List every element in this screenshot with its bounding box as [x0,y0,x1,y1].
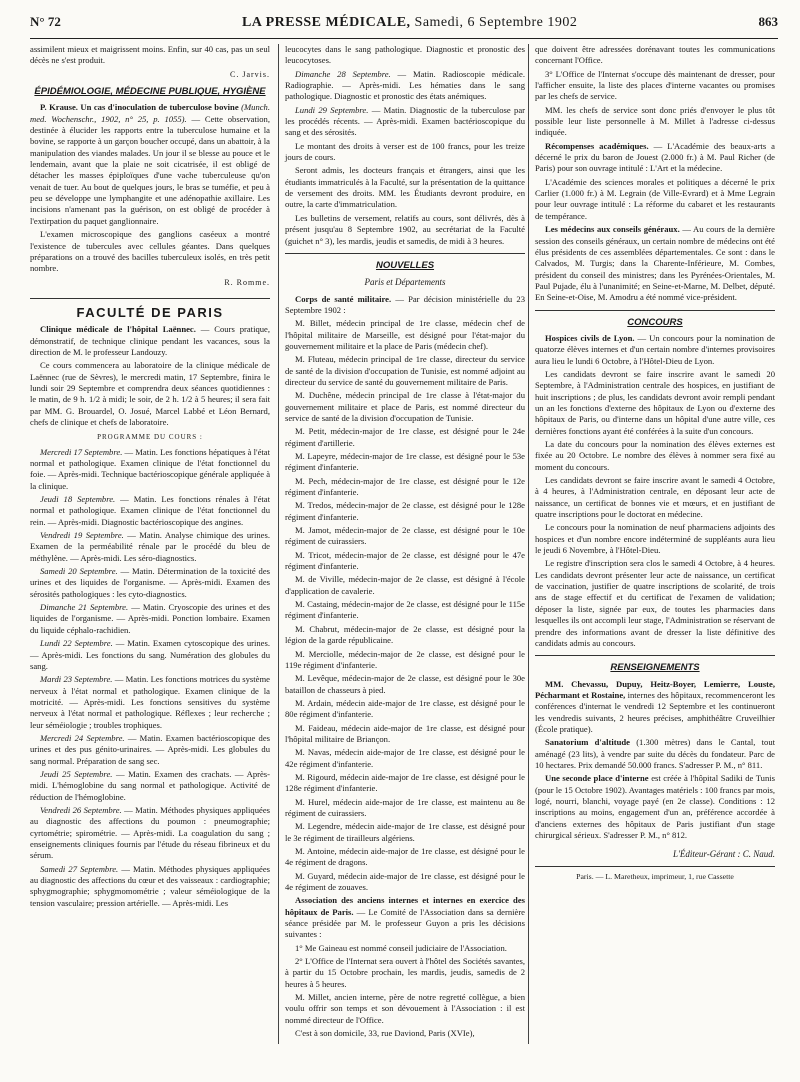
program-text: — Matin. Méthodes physiques appliquées au diagnostic des affections du cœur et des vaisseaux : cardiographie; sphygmographie; sphygmomométrie ; valeur séméiologique de la tension vasculaire; pression artérielle. — Après-midi. Les [30,863,270,908]
program-text: — Matin. Méthodes physiques appliquées au diagnostic des affections du poumon : pneumographie; cyrtométrie; spirométrie. — Après-midi. La coagulation du sang ; enseignements cliniques fournis par l'étude du réseau fibrineux et du sérum. [30,804,270,861]
program-day: Lundi 29 Septembre. [295,104,369,115]
program-day: Jeudi 25 Septembre. [40,768,113,779]
program-entry [30,447,270,492]
program-entry [30,566,270,600]
issue-number: N° 72 [30,14,61,29]
article-conseils [535,224,775,303]
article-body: — L'Académie des beaux-arts a décerné le prix du baron de Jouest (2.000 fr.) à M. Paul Richer (de Paris) pour son ouvrage intitulé : L'Art et la médecine. [535,140,775,174]
issue-date: Samedi, 6 Septembre 1902 [414,15,578,30]
program-text: — Matin. Analyse chimique des urines. Examen de la perméabilité rénale par le procédé du bleu de méthylène. — Après-midi. Les séro-diagnostics. [30,530,270,563]
paragraph: Les candidats devront se faire inscrire avant le samedi 20 Septembre, à l'Administration centrale des hospices, en justifiant de huit inscriptions ; de plus, les candidats devront avoir rempli pendant un an les fonctions d'externe des hôpitaux de Lyon ou d'externe des hôpitaux de Paris, ou d'interne dans un hôpital d'une autre ville, ces dernières fonctions ayant été conférées à la suite d'un concours. [535,368,775,436]
column-divider [528,44,529,1044]
program-text: — Matin. Cryoscopie des urines et des liquides de l'organisme. — Après-midi. Ponction lombaire. Examen du liquide céphalo-rachidien. [30,602,271,635]
program-title: PROGRAMME DU COURS : [97,433,203,442]
section-title-renseignements: RENSEIGNEMENTS [610,662,700,674]
article-laennec [30,324,270,358]
program-entry [30,805,270,862]
author-signature: R. Romme. [224,277,270,287]
paragraph: Ce cours commencera au laboratoire de la clinique médicale de Laënnec (rue de Sèvres), le mercredi matin, 17 Septembre, finira le lundi soir 29 Septembre et comprendra deux séances quotidiennes : le matin, de 9 h. 1/2 à midi; le soir, de 2 h. 1/2 à 5 heures; il sera fait par MM. G. Brouardel, O. Josué, Marcel Labbé et Léon Bernard, chefs de clinique et chefs de laboratoire. [30,360,270,427]
paragraph: Seront admis, les docteurs français et étrangers, ainsi que les étudiants immatriculés à la Faculté, sur la présentation de la quittance de versement des droits. MM. les Étudiants devront produire, en outre, la carte d'immatriculation. [285,165,525,210]
paragraph: leucocytes dans le sang pathologique. Diagnostic et pronostic des leucocytoses. [285,44,525,66]
article-body: est créée à l'hôpital Sadiki de Tunis (pour le 15 Octobre 1902). Avantages matériels : 100 francs par mois, logé, nourri, blanchi, voyage payé (en 2e classe). Conditions : 12 inscriptions au moins, engagement d'un an, préférence accordée à d'anciens externes des hôpitaux de Paris justifiant d'un stage chirurgical sérieux. S'adresser P. M., n° 812. [535,773,775,840]
paragraph: MM. les chefs de service sont donc priés d'envoyer le plus tôt possible leur liste personnelle à M. Millet à l'adresse ci-dessus indiquée. [535,104,775,138]
section-title-nouvelles: NOUVELLES [375,259,435,271]
article-conferences [535,679,775,736]
program-entry [30,733,270,767]
nomination: M. Levêque, médecin-major de 2e classe, est désigné pour le 30e bataillon de chasseurs à pied. [285,673,525,695]
column-divider [278,44,279,1044]
program-text: — Matin. Les fonctions rénales à l'état normal et pathologique. Examen clinique de l'état fonctionnel du rein. — Après-midi. Diagnostic bactérioscopique des angines. [30,494,270,527]
program-text: — Matin. Examen cytoscopique des urines. — Après-midi. Les fonctions du sang. Numération des globules du sang. [30,638,270,671]
section-title-concours: CONCOURS [627,316,683,328]
program-text: — Matin. Les fonctions motrices du système nerveux à l'état normal et pathologique. Examen clinique de la motricité. — Après-midi. Les fonctions sensitives du système nerveux à l'état normal et pathologique. Réflexes ; leur recherche ; leur séméiologie ; troubles trophiques. [30,674,270,730]
program-day: Lundi 22 Septembre. [40,638,113,649]
article-recompenses [535,141,775,175]
program-day: Mercredi 17 Septembre. [40,446,123,457]
program-day: Vendredi 26 Septembre. [40,804,122,815]
nomination: M. Tredos, médecin-major de 2e classe, est désigné pour le 128e régiment d'infanterie. [285,500,525,522]
paragraph: L'Académie des sciences morales et politiques a décerné le prix Carlier (1.000 fr.) à M. Legrain (de Ville-Evrard) et à Mme Legrain pour leur ouvrage intitulé : La réforme du cabaret et les restaurants de tempérance. [535,176,775,221]
nomination: M. Hurel, médecin aide-major de 1re classe, est maintenu au 8e régiment de cuirassiers. [285,796,525,818]
nomination: M. Castaing, médecin-major de 2e classe, est désigné pour le 115e régiment d'infanterie. [285,599,525,621]
nomination: M. Antoine, médecin aide-major de 1re classe, est désigné pour le 4e régiment de dragons. [285,846,525,868]
program-list [30,447,270,909]
citation: (Munch. med. Wochenschr., 1902, n° 25, p. 1055). [30,102,270,124]
program-text: — Matin. Radioscopie médicale. Radiographie. — Après-midi. Les hématies dans le sang pathologique. Diagnostic et pronostic des états anémiques. [285,68,525,102]
nomination: M. Chabrut, médecin-major de 2e classe, est désigné pour la légion de la garde républicaine. [285,623,525,646]
program-day: Jeudi 18 Septembre. [40,494,116,505]
header-rule [30,38,778,39]
program-entry [30,530,270,564]
article-body: — Cours pratique, démonstratif, de technique clinique pendant les vacances, sous la direction de M. le professeur Landouzy. [30,324,271,357]
paragraph: 2° L'Office de l'Internat sera ouvert à l'hôtel des Sociétés savantes, à partir du 15 Octobre prochain, les mardis, jeudis, samedis de 2 heures à 5 heures. [285,956,525,989]
column-1 [30,44,270,911]
nomination: M. Billet, médecin principal de 1re classe, médecin chef de l'hôpital militaire de Marseille, est désigné pour l'état-major du gouvernement militaire et la place de Paris (médecin chef). [285,318,525,351]
paragraph: Les candidats devront se faire inscrire avant le samedi 4 Octobre, à 4 heures, à l'Administration centrale, en déposant leur acte de naissance, un certificat de bonnes vie et mœurs, et en justifiant de quatre inscriptions pour le doctorat en médecine. [535,475,775,520]
article-krause [30,102,270,227]
nomination: M. Petit, médecin-major de 1re classe, est désigné pour le 24e régiment d'artillerie. [285,426,525,448]
paragraph: 3° L'Office de l'Internat s'occupe dès maintenant de dresser, pour l'afficher ensuite, la liste des places d'interne vacantes ou promises par les chefs de service. [535,68,775,102]
article-head: P. Krause. Un cas d'inoculation de tuberculose bovine [40,102,239,113]
nomination: M. Guyard, médecin aide-major de 1re classe, est désigné pour le 4e régiment de zouaves. [285,870,525,893]
article-head: Clinique médicale de l'hôpital Laënnec. [40,324,196,335]
section-title-faculte: FACULTÉ DE PARIS [30,298,270,318]
article-sanatorium [535,737,775,771]
article-association [285,895,525,940]
nomination: M. Jamot, médecin-major de 2e classe, est désigné pour le 10e régiment de cuirassiers. [285,525,525,547]
nominations-list [285,318,525,893]
program-text: — Matin. Les fonctions hépatiques à l'état normal et pathologique. Examen clinique de l'état fonctionnel du foie. — Après-midi. Technique bactérioscopique générale appliquée à la clinique. [30,446,271,491]
divider [285,253,525,254]
page-number: 863 [758,14,778,29]
paragraph: Le concours pour la nomination de neuf pharmaciens adjoints des hospices et d'un nombre encore indéterminé de suppléants aura lieu le jeudi 6 Novembre, à l'Hôtel-Dieu. [535,522,775,556]
article-interne [535,773,775,841]
editor-credit: L'Éditeur-Gérant : C. Naud. [673,849,775,860]
article-head: Corps de santé militaire. [295,293,392,304]
page-header [30,14,778,40]
paragraph: La date du concours pour la nomination des élèves externes est fixée au 20 Octobre. Le nombre des élèves à nommer sera fixé au moment du concours. [535,439,775,472]
article-body: — Au cours de la dernière session des conseils généraux, un certain nombre de médecins ont été élus présidents de ces assemblées départementales. Ce sont : dans le Calvados, M. Turgis; dans la Charente-Inférieure, M. Combes, président du conseil des ministres; dans les Pyrénées-Orientales, M. Paul Pujade, élu à l'unanimité; en Seine-et-Marne, M. Delbet, député. En Seine-et-Oise, M. Amodru a été nommé vice-président. [535,224,775,303]
program-day: Dimanche 28 Septembre. [295,68,391,79]
article-body: — Un concours pour la nomination de quatorze élèves internes et d'un certain nombre d'internes provisoires aura lieu le lundi 6 Octobre, à l'Hôtel-Dieu de Lyon. [535,332,775,366]
divider [535,310,775,311]
subsection-title: Paris et Départements [364,277,446,288]
paragraph: 1° Me Gaineau est nommé conseil judiciaire de l'Association. [295,942,507,953]
nomination: M. de Viville, médecin-major de 2e classe, est désigné à l'école d'application de cavalerie. [285,574,525,596]
article-lyon [535,333,775,367]
nomination: M. Rigourd, médecin aide-major de 1re classe, est désigné pour le 128e régiment d'infanterie. [285,771,525,794]
divider [535,655,775,656]
article-head: Récompenses académiques. [545,140,649,151]
article-head: Sanatorium d'altitude [545,737,630,748]
article-body: (1.300 mètres) dans le Cantal, tout aménagé (23 lits), à vendre par suite du décès du fondateur. Parc de 10 hectares. Prix demandé 50.000 francs. S'adresser P. M., n° 811. [535,737,776,770]
program-text: — Matin. Examen des crachats. — Après-midi. L'hémoglobine du sang normal et pathologique. Activité de réduction de l'hémoglobine. [30,768,270,802]
paragraph: L'examen microscopique des ganglions caséeux a montré l'existence de tubercules avec cellules géantes. Dans quelques préparations on a trouvé des bacilles tuberculeux isolés, en très petit nombre. [30,229,270,274]
nomination: M. Fluteau, médecin principal de 1re classe, directeur du service de santé de la division d'occupation de Tunisie, est nommé adjoint au directeur du service de santé du gouvernement militaire de Paris. [285,354,525,387]
program-day: Samedi 27 Septembre. [40,863,119,874]
program-day: Mercredi 24 Septembre. [40,732,125,743]
article-head: Une seconde place d'interne [545,773,649,784]
program-text: — Matin. Détermination de la toxicité des urines et des liquides de l'organisme. — Après-midi. Examen des sérosités pathologiques : les cyto-diagnostics. [30,566,270,599]
journal-name: LA PRESSE MÉDICALE, [241,15,411,30]
article-corps [285,294,525,317]
program-entry [30,674,270,731]
nomination: M. Merciolle, médecin-major de 2e classe, est désigné pour le 119e régiment d'infanterie. [285,648,525,670]
journal-title [242,15,577,31]
program-day: Vendredi 19 Septembre. [40,530,124,541]
nomination: M. Duchêne, médecin principal de 1re classe à l'état-major du gouvernement militaire et place de Paris, est nommé directeur du service de santé de la division d'occupation de Tunisie. [285,390,525,423]
article-head: MM. Chevassu, Dupuy, Heitz-Boyer, Lemierre, Louste, Pécharmant et Rostaine, [535,678,775,700]
article-head: Hospices civils de Lyon. [545,332,635,343]
article-body: internes des hôpitaux, recommenceront les conférences d'internat le vendredi 12 Septembre et les continueront les vendredis suivants, 2 heures précises, amphithéâtre Cruveilhier (École pratique). [535,689,775,734]
program-entry [30,638,270,672]
nomination: M. Tricot, médecin-major de 2e classe, est désigné pour le 47e régiment d'infanterie. [285,549,525,572]
section-title-epidemiologie: ÉPIDÉMIOLOGIE, MÉDECINE PUBLIQUE, HYGIÈNE [34,86,266,98]
program-text: — Matin. Diagnostic de la tuberculose par les procédés récents. — Après-midi. Examen bactérioscopique du sang et des sérosités. [285,104,525,138]
program-day: Dimanche 21 Septembre. [40,602,129,613]
nomination: M. Faideau, médecin aide-major de 1re classe, est désigné pour l'hôpital militaire de Briançon. [285,722,525,744]
paragraph: Le registre d'inscription sera clos le samedi 4 Octobre, à 4 heures. Les candidats devront présenter leur acte de naissance, un certificat de vaccination, justifier de quatre inscriptions de scolarité, de trois ans de stage effectif et du certificat de l'examen de validation; déposer la liste, signée par eux, de toutes les pharmacies dans lesquelles ils ont accompli leur stage, l'Administration se réservant de prendre des informations avant de dresser la liste définitive des candidats admis au concours. [535,558,775,648]
article-head: Association des anciens internes et internes en exercice des hôpitaux de Paris. [285,895,525,917]
article-body: — Le Comité de l'Association dans sa dernière séance présidée par M. le professeur Guyon a pris les décisions suivantes : [285,906,525,940]
program-day: Samedi 20 Septembre. [40,566,118,577]
program-entry [30,864,270,909]
nomination: M. Lapeyre, médecin-major de 1re classe, est désigné pour le 53e régiment d'infanterie. [285,451,525,473]
paragraph: Le montant des droits à verser est de 100 francs, pour les treize jours de cours. [285,140,525,163]
author-signature: C. Jarvis. [230,69,270,79]
paragraph: C'est à son domicile, 33, rue Daviond, Paris (XVIe), [295,1028,475,1039]
paragraph: M. Millet, ancien interne, père de notre regretté collègue, a bien voulu offrir son temps et son dévouement à l'Association : il est nommé directeur de l'Office. [285,992,525,1025]
nomination: M. Ardain, médecin aide-major de 1re classe, est désigné pour le 80e régiment d'infanterie. [285,697,525,720]
paragraph: assimilent mieux et maigrissent moins. Enfin, sur 40 cas, pas un seul décès ne s'est produit. [30,44,270,66]
program-entry [30,602,270,636]
column-2 [285,44,525,1042]
program-entry [30,494,270,528]
nomination: M. Legendre, médecin aide-major de 1re classe, est désigné pour le 3e régiment de tirailleurs algériens. [285,821,525,843]
program-entry [285,69,525,103]
program-text: — Matin. Examen bactérioscopique des urines et des pus génito-urinaires. — Après-midi. Les globules du sang normal. Préparation de sang sec. [30,732,270,766]
article-body: — Par décision ministérielle du 23 Septembre 1902 : [285,293,525,315]
column-3 [535,44,775,882]
program-entry [30,769,270,803]
nomination: M. Pech, médecin-major de 1re classe, est désigné pour le 12e régiment d'infanterie. [285,475,525,498]
paragraph: que doivent être adressées dorénavant toutes les communications concernant l'Office. [535,44,775,66]
nomination: M. Navas, médecin aide-major de 1re classe, est désigné pour le 42e régiment d'infanterie. [285,747,525,769]
printer-credit: Paris. — L. Maretheux, imprimeur, 1, rue Cassette [535,866,775,882]
program-entry [285,105,525,139]
article-body: — Cette observation, destinée à élucider les rapports entre la tuberculose humaine et la bovine, se rapporte à un garçon boucher occupé, dans un abattoir, à la manipulation des viandes malades. Un jour il se blesse au pouce et le lendemain, avant que la plaie ne soit cicatrisée, il est obligé de détacher les masses épiploïques d'une vache tuberculeuse qu'on venait de tuer. Au bout de quelques jours, le bras se tuméfie, et peu à peu se développe une lymphangite et une adénopathie axillaire. Les incisions n'amenant pas la guérison, on est obligé de procéder à l'extirpation du paquet ganglionnaire. [30,113,270,226]
program-day: Mardi 23 Septembre. [40,674,113,685]
article-head: Les médecins aux conseils généraux. [545,224,680,235]
paragraph: Les bulletins de versement, relatifs au cours, sont délivrés, dès à présent jusqu'au 8 Septembre 1902, au secrétariat de la Faculté (guichet n° 3), les mardis, jeudis et samedis, de midi à 3 heures. [285,212,525,246]
